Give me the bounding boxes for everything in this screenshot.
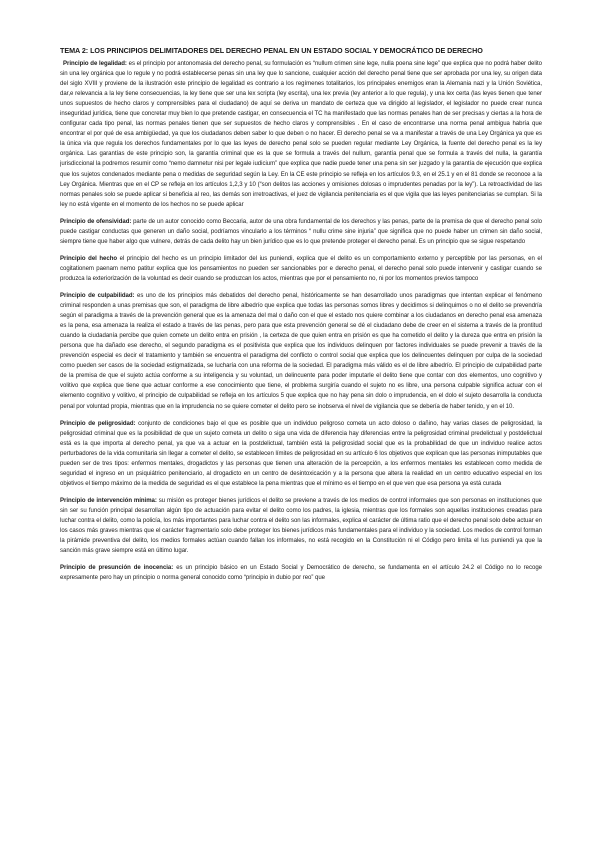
document-page: [60, 46, 542, 846]
section-principio-peligrosidad: [60, 419, 542, 489]
section-principio-hecho: [60, 254, 542, 284]
section-principio-legalidad: [60, 59, 542, 210]
section-body: parte de un autor conocido como Beccaria, autor de una obra fundamental de los derechos y las penas, parte de la premisa de que el derecho penal solo puede castigar conductas que generen un daño social, podríamos vincularlo a los términos “ nullu crime sine injuria” que significa que no puede haber un crimen sin daño social, siempre tiene que haber algo que vulnere, detrás de cada delito hay un bien jurídico que es lo que pretende proteger el derecho penal. Es un principio que se sigue respetando: [60, 218, 542, 245]
section-principio-intervencion-minima: [60, 496, 542, 556]
section-body: el principio del hecho es un principio limitador del ius puniendi, explica que el delito es un comportamiento externo y perceptible por las personas, en el cogitationem paenam nemo patitur explica que los pensamientos no pueden ser sancionables por e derecho penal, el derecho penal solo puede intervenir y castigar cuando se produzca la exteriorización de la voluntad es decir cuando se produzcan los actos, mientras que por el pensamiento no, ni por los momentos previos tampoco: [60, 255, 542, 282]
section-body: es uno de los principios más debatidos del derecho penal, históricamente se han desarrollado unos paradigmas que intentan explicar el fenómeno criminal responden a unas premisas que son, el paradigma de libre albedrío que explica que todas las personas somos libres y decidimos si delinquimos o no el delito se prevendría según el paradigma a través de la prevención general que es la amenaza del mal o daño con el que el estado nos quiere combinar a los ciudadanos en derecho penal esa amenaza es la pena, esa amenaza la realiza el estado a través de las penas, pero para que esta prevención general se dé el ciudadano debe de creer en el sistema a través de la prontitud cuando la ciudadanía percibe que quien comete un delito entra en prisión , la certeza de que quien entra en prisión es que ha cometido el delito y la dureza que entra en prisión la persona que ha dañado ese derecho, el segundo paradigma es el positivista que explica que los individuos delinquen por factores individuales se puede prevenir a través de la prevención especial es decir el tratamiento y también se encuentra el paradigma del conflicto o control social que explica que los delincuentes delinquen por culpa de la sociedad como pueden ser casos de la sociedad estigmatizada, se lucharía con una reforma de la sociedad. El paradigma más válido es el de libre albedrío. El principio de culpabilidad parte de la premisa de que el sujeto actúa conforme a su inteligencia y su voluntad, un delincuente para poder imputarle el delito tiene que contar con dos elementos, uno cognitivo y volitivo que explica que tiene que actuar conforme a ese conocimiento que tiene, el problema surgiría cuando el sujeto no es libre, una persona culpable significa actuar con el elemento cognitivo y volitivo, el principio de culpabilidad se refleja en los artículos 5 que explica que no hay pena sin dolo o imprudencia, en el dolo el sujeto desarrolla la conducta penal por voluntad propia, mientras que en la imprudencia no se quiere cometer el delito pero se inobserva el nivel de vigilancia que se debería de haber tenido, y en el 10.: [60, 292, 542, 410]
section-body: su misión es proteger bienes jurídicos el delito se previene a través de los medios de control informales que son personas en instituciones que sin ser su función principal desarrollan algún tipo de actuación para evitar el delito como los padres, la iglesia, mientras que los formales son aquellas instituciones creadas para luchar contra el delito, como la policía, los más importantes para luchar contra el delito son las informales, explica el carácter de última ratio que el derecho penal solo debe actuar en los casos más graves mientras que el carácter fragmentario solo debe proteger los bienes jurídicos más fundamentales para el individuo y la sociedad. Los medios de control forman la pirámide preventiva del delito, los medios formales actúan cuando fallan los informales, no está recogido en la Constitución ni el Código pero limita el Ius puniendi ya que la sanción más grave siempre está en último lugar.: [60, 497, 542, 555]
section-principio-ofensividad: [60, 217, 542, 247]
section-body: es un principio básico en un Estado Social y Democrático de derecho, se fundamenta en el artículo 24.2 el Código no lo recoge expresamente pero hay un principio o norma general conocido como “principio in dubio por reo” que: [60, 565, 542, 582]
section-term: Principio de presunción de inocencia:: [60, 565, 174, 572]
section-term: Principio de ofensividad:: [60, 218, 132, 225]
section-term: Principio de legalidad:: [63, 61, 127, 67]
section-body: conjunto de condiciones bajo el que es posible que un individuo peligroso cometa un acto doloso o dañino, hay varias clases de peligrosidad, la peligrosidad criminal que es la posibilidad de que un sujeto cometa un delito o siga una vida de diferencia hay diferencias entre la peligrosidad criminal predelictual y postdelictual está es la que importa al derecho penal, ya que va a actuar en la postdelictual, también está la peligrosidad social que es la probabilidad de que un individuo realice actos perturbadores de la vida comunitaria sin llegar a cometer el delito, se establecen límites de peligrosidad en su artículo 6 los objetivos que explican que las personas inimputables que pueden ser de tres tipos: enfermos mentales, drogadictos y las personas que tienen una alteración de la percepción, a los enfermos mentales les establecen como medida de seguridad el ingreso en un psiquiátrico penitenciario, al drogadicto en un centro de desintoxicación y a la persona que altera la realidad en un centro educativo especial en los objetivos el tiempo máximo de la medida de seguridad es el que establece la pena mientras que el mínimo es el tiempo en el que ven que esa persona ya está curada: [60, 420, 542, 487]
document-title: TEMA 2: LOS PRINCIPIOS DELIMITADORES DEL DERECHO PENAL EN UN ESTADO SOCIAL Y DEMOCRÁTICO DE DERECHO: [60, 46, 483, 55]
section-principio-culpabilidad: [60, 291, 542, 412]
section-term: Principio de intervención mínima:: [60, 497, 157, 504]
section-body: es el principio por antonomasia del derecho penal, su formulación es “nullum crimen sine lege, nulla poena sine lege” que explica que no podrá haber delito sin una ley orgánica que lo regule y no podrá establecerse penas sin una ley que lo sancione, cualquier acción del derecho penal tiene que ser aprobada por una ley, su origen data del siglo XVIII y proviene de la ilustración este principio de legalidad es contrario a los regímenes totalitarios, los principales enemigos eran la Alemania nazi y la Unión Soviética, dar,e relevancia a la ley tiene consecuencias, la ley tiene que ser una lex scripta (ley escrita), una lex previa (ley anterior a lo que regula), y una lex certa (las leyes tienen que tener unos supuestos de hecho claros y comprensibles para el ciudadano) de aquí se deriva un mandato de certeza que va dirigido al legislador, el legislador no puede crear nunca inseguridad jurídica, tiene que concretar muy bien lo que pretende castigar, en consecuencia el TC ha manifestado que las normas penales han de ser precisas y ciertas a la hora de configurar cada tipo penal, las normas penales tienen que ser supuestos de hecho claros y comprensibles . En el caso de encontrarse una norma penal ambigua habría que encontrar el por qué de esa ambigüedad, ya que los ciudadanos deben saber lo que deben o no hacer. El derecho penal se va a manifestar a través de una Ley Orgánica ya que es la única vía que regula los derechos fundamentales por lo que las leyes de derecho penal solo se pueden regular mediante Ley Orgánica, la fuente del derecho penal es la ley orgánica. Las garantías de este principio son, la garantía criminal que es la que se formula a través del nullum, garantía penal que se formula a través del nulla, la garantía jurisdiccional la podremos resumir como “nemo damnetur nisi per legale iudicium” que explica que nadie puede tener una pena sin ser juzgado y la garantía de ejecución que explica que los sujetos condenados mediante pena o medidas de seguridad según la Ley. En la CE este principio se refleja en los artículos 9.3, en el 25.1 y en el 81 donde se reconoce a la Ley Orgánica. Mientras que en el CP se refleja en los artículos 1,2,3 y 10 (“son delitos las acciones y omisiones dolosas o imprudentes penadas por la ley”). La retroactividad de las normas penales solo se puede aplicar si beneficia al reo, las demás son irretroactivas, el juez de vigilancia penitenciaria es el que vigila que las leyes penitenciarias se cumplan. Si la ley no está vigente en el momento de los hechos no se puede aplicar: [60, 61, 542, 208]
section-principio-presuncion-inocencia: [60, 563, 542, 583]
section-term: Principio del hecho: [60, 255, 118, 262]
section-term: Principio de culpabilidad:: [60, 292, 135, 299]
section-term: Principio de peligrosidad:: [60, 420, 136, 427]
